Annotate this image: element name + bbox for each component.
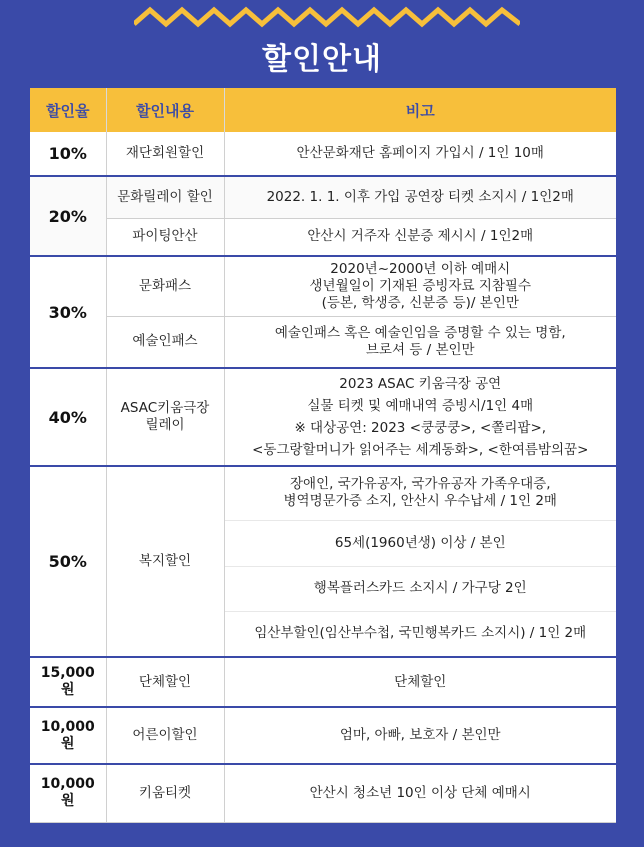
- note-line: 생년월일이 기재된 증빙자료 지참필수: [309, 277, 532, 294]
- discount-name: 어른이할인: [106, 707, 224, 764]
- header-content: 할인내용: [106, 88, 224, 132]
- discount-note: 행복플러스카드 소지시 / 가구당 2인: [224, 566, 616, 611]
- rate-cell: 30%: [30, 256, 106, 368]
- discount-note: 엄마, 아빠, 보호자 / 본인만: [224, 707, 616, 764]
- note-line: 예술인패스 혹은 예술인임을 증명할 수 있는 명함,: [274, 324, 566, 341]
- zigzag-decoration: [134, 6, 520, 28]
- table-row: [30, 256, 616, 316]
- note-line: 장애인, 국가유공자, 국가유공자 가족우대증,: [290, 476, 551, 493]
- note-line: <동그랑할머니가 읽어주는 세계동화>, <한여름밤의꿈>: [252, 442, 589, 458]
- discount-note: [224, 256, 616, 316]
- table-row: [30, 176, 616, 218]
- name-line: 릴레이: [145, 417, 185, 433]
- discount-note: 임산부할인(임산부수첩, 국민행복카드 소지시) / 1인 2매: [224, 611, 616, 657]
- discount-name: 키움티켓: [106, 764, 224, 822]
- rate-cell: 20%: [30, 176, 106, 256]
- note-line: 실물 티켓 및 예매내역 증빙시/1인 4매: [307, 398, 534, 414]
- discount-note: 안산시 거주자 신분증 제시시 / 1인2매: [224, 218, 616, 256]
- note-line: 병역명문가증 소지, 안산시 우수납세 / 1인 2매: [283, 493, 557, 510]
- rate-cell: 50%: [30, 466, 106, 657]
- discount-name: 재단회원할인: [106, 132, 224, 176]
- price-cell: 15,000원: [30, 657, 106, 707]
- discount-note: [224, 316, 616, 368]
- note-line: 2020년~2000년 이하 예매시: [330, 260, 511, 277]
- table-row: [30, 707, 616, 764]
- rate-cell: 40%: [30, 368, 106, 466]
- discount-name: 단체할인: [106, 657, 224, 707]
- discount-note: 안산시 청소년 10인 이상 단체 예매시: [224, 764, 616, 822]
- rate-cell: 10%: [30, 132, 106, 176]
- price-cell: 10,000원: [30, 764, 106, 822]
- table-row: [30, 466, 616, 520]
- discount-table: [30, 88, 616, 823]
- note-line: ※ 대상공연: 2023 <쿵쿵쿵>, <쫄리팝>,: [294, 420, 547, 436]
- header-note: 비고: [224, 88, 616, 132]
- discount-note: 안산문화재단 홈페이지 가입시 / 1인 10매: [224, 132, 616, 176]
- discount-note: 65세(1960년생) 이상 / 본인: [224, 520, 616, 566]
- discount-note: [224, 368, 616, 466]
- discount-note: 단체할인: [224, 657, 616, 707]
- price-cell: 10,000원: [30, 707, 106, 764]
- note-line: 2023 ASAC 키움극장 공연: [339, 376, 502, 392]
- discount-name: [106, 368, 224, 466]
- discount-name: 파이팅안산: [106, 218, 224, 256]
- discount-name: 예술인패스: [106, 316, 224, 368]
- table-header-row: [30, 88, 616, 132]
- table-row: [30, 657, 616, 707]
- table-row: [30, 218, 616, 256]
- note-line: (등본, 학생증, 신분증 등)/ 본인만: [321, 294, 519, 311]
- table-row: [30, 132, 616, 176]
- discount-name: 복지할인: [106, 466, 224, 657]
- note-line: 브로셔 등 / 본인만: [365, 341, 475, 358]
- table-row: [30, 316, 616, 368]
- table-row: [30, 764, 616, 822]
- page-title: 할인안내: [262, 42, 382, 77]
- header-rate: 할인율: [30, 88, 106, 132]
- discount-name: 문화패스: [106, 256, 224, 316]
- discount-note: 2022. 1. 1. 이후 가입 공연장 티켓 소지시 / 1인2매: [224, 176, 616, 218]
- discount-note: [224, 466, 616, 520]
- name-line: ASAC키움극장: [120, 400, 210, 416]
- table-row: [30, 368, 616, 466]
- discount-name: 문화릴레이 할인: [106, 176, 224, 218]
